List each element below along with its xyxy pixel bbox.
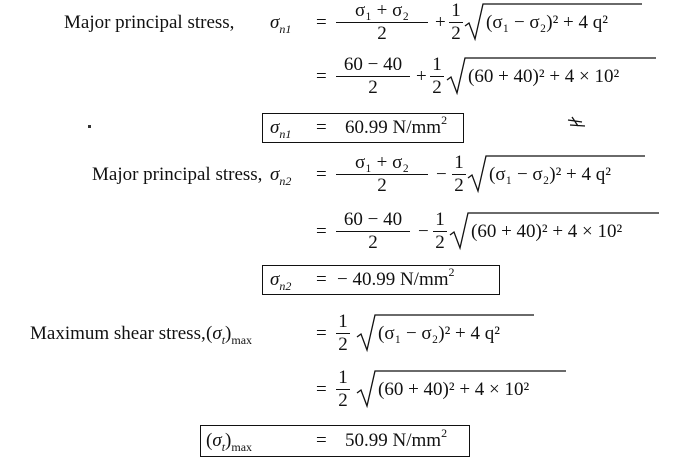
result-sigma-n2: − 40.99 $N/mm^2$ <box>337 265 455 290</box>
fraction-denominator: 2 <box>377 23 387 44</box>
equals-sign: = <box>316 221 327 242</box>
scan-speck <box>88 125 91 128</box>
fraction-denominator: 2 <box>432 77 442 98</box>
fraction-denominator: 2 <box>435 232 445 253</box>
fraction-numerator: 60 − 40 <box>343 209 403 230</box>
equals-sign: = <box>316 323 327 344</box>
fraction-60-minus-40-over-2 <box>336 209 410 254</box>
sigma-n1-symbol: $\sigma_{n1}$ <box>270 12 292 36</box>
result-sigma-n1: 60.99 $N/mm^2$ <box>345 113 448 138</box>
tau-max-symbol: $(\sigma_t)_{max}$ <box>206 323 253 347</box>
plus-sign: + <box>435 12 446 33</box>
fraction-denominator: 2 <box>338 334 348 355</box>
sigma-n2-symbol: $\sigma_{n2}$ <box>270 269 292 293</box>
fraction-sigma-sum-over-2 <box>336 0 428 45</box>
minus-sign: − <box>436 164 447 185</box>
radicand-general: (σ₁ − σ₂)² + 4 q² <box>486 12 608 33</box>
fraction-numerator: 1 <box>338 311 348 332</box>
radicand-numeric: (60 + 40)² + 4 × 10² <box>378 379 530 400</box>
label-maximum-shear-stress: Maximum shear stress, <box>30 323 206 344</box>
fraction-numerator: σ₁ + σ₂ <box>355 0 409 21</box>
fraction-numerator: σ₁ + σ₂ <box>355 152 409 173</box>
fraction-denominator: 2 <box>454 175 464 196</box>
fraction-numerator: 1 <box>451 0 461 21</box>
fraction-one-half <box>452 152 466 197</box>
fraction-one-half <box>449 0 463 45</box>
equals-sign: = <box>316 66 327 87</box>
fraction-numerator: 1 <box>435 209 445 230</box>
sigma-n2-symbol: $\sigma_{n2}$ <box>270 164 292 188</box>
equals-sign: = <box>316 269 327 290</box>
fraction-denominator: 2 <box>338 390 348 411</box>
fraction-numerator: 1 <box>432 54 442 75</box>
fraction-numerator: 60 − 40 <box>343 54 403 75</box>
fraction-denominator: 2 <box>377 175 387 196</box>
radicand-general: (σ₁ − σ₂)² + 4 q² <box>489 164 611 185</box>
fraction-denominator: 2 <box>368 232 378 253</box>
fraction-numerator: 1 <box>454 152 464 173</box>
equals-sign: = <box>316 117 327 138</box>
fraction-one-half <box>336 311 350 356</box>
fraction-denominator: 2 <box>368 77 378 98</box>
plus-sign: + <box>416 66 427 87</box>
fraction-sigma-sum-over-2 <box>336 152 428 197</box>
minus-sign: − <box>418 221 429 242</box>
fraction-one-half <box>430 54 444 99</box>
fraction-one-half <box>336 367 350 412</box>
fraction-denominator: 2 <box>451 23 461 44</box>
tau-max-symbol: $(\sigma_t)_{max}$ <box>206 430 253 454</box>
equals-sign: = <box>316 379 327 400</box>
equals-sign: = <box>316 164 327 185</box>
fraction-60-minus-40-over-2 <box>336 54 410 99</box>
equals-sign: = <box>316 12 327 33</box>
radicand-numeric: (60 + 40)² + 4 × 10² <box>468 66 620 87</box>
radicand-general: (σ₁ − σ₂)² + 4 q² <box>378 323 500 344</box>
fraction-numerator: 1 <box>338 367 348 388</box>
radicand-numeric: (60 + 40)² + 4 × 10² <box>471 221 623 242</box>
result-tau-max: 50.99 $N/mm^2$ <box>345 426 448 451</box>
sigma-n1-symbol: $\sigma_{n1}$ <box>270 117 292 141</box>
scan-mark <box>566 116 588 128</box>
equals-sign: = <box>316 430 327 451</box>
label-major-principal-stress-1: Major principal stress, <box>64 12 235 33</box>
label-major-principal-stress-2: Major principal stress, <box>92 164 263 185</box>
fraction-one-half <box>433 209 447 254</box>
